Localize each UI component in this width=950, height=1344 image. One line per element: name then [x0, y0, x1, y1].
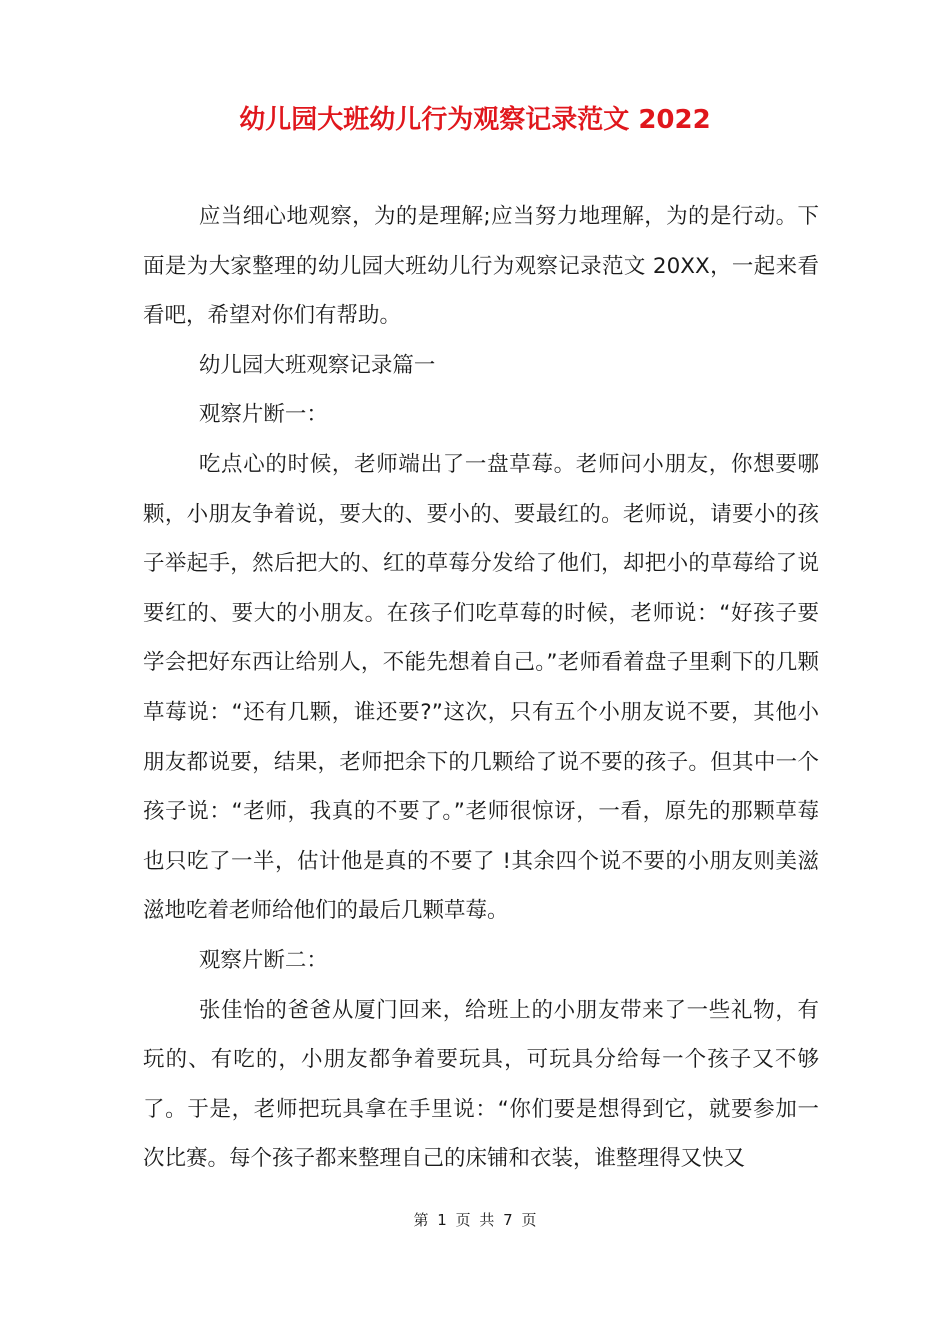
- fragment-paragraph-2: 张佳怡的爸爸从厦门回来，给班上的小朋友带来了一些礼物，有玩的、有吃的，小朋友都争着要玩具，可玩具分给每一个孩子又不够了。于是，老师把玩具拿在手里说：“你们要是想得到它，就要参加一次比赛。每个孩子都来整理自己的床铺和衣装，谁整理得又快又: [143, 997, 819, 1172]
- section-heading: 幼儿园大班观察记录篇一: [198, 352, 436, 378]
- page-number: 第 1 页 共 7 页: [413, 1211, 537, 1229]
- document-title: 幼儿园大班幼儿行为观察记录范文 2022: [239, 105, 711, 135]
- document-body: [143, 192, 819, 1184]
- fragment-paragraph-1: 吃点心的时候，老师端出了一盘草莓。老师问小朋友，你想要哪颗，小朋友争着说，要大的、要小的、要最红的。老师说，请要小的孩子举起手，然后把大的、红的草莓分发给了他们，却把小的草莓给了说要红的、要大的小朋友。在孩子们吃草莓的时候，老师说：“好孩子要学会把好东西让给别人，不能先想着自己。”老师看着盘子里剩下的几颗草莓说：“还有几颗，谁还要?”这次，只有五个小朋友说不要，其他小朋友都说要，结果，老师把余下的几颗给了说不要的孩子。但其中一个孩子说：“老师，我真的不要了。”老师很惊讶，一看，原先的那颗草莓也只吃了一半，估计他是真的不要了 !其余四个说不要的小朋友则美滋滋地吃着老师给他们的最后几颗草莓。: [143, 451, 819, 924]
- fragment-heading-1: 观察片断一：: [198, 402, 328, 428]
- intro-paragraph: 应当细心地观察，为的是理解;应当努力地理解，为的是行动。下面是为大家整理的幼儿园大班幼儿行为观察记录范文 20XX，一起来看看吧，希望对你们有帮助。: [143, 204, 819, 329]
- fragment-heading-2: 观察片断二：: [198, 947, 328, 973]
